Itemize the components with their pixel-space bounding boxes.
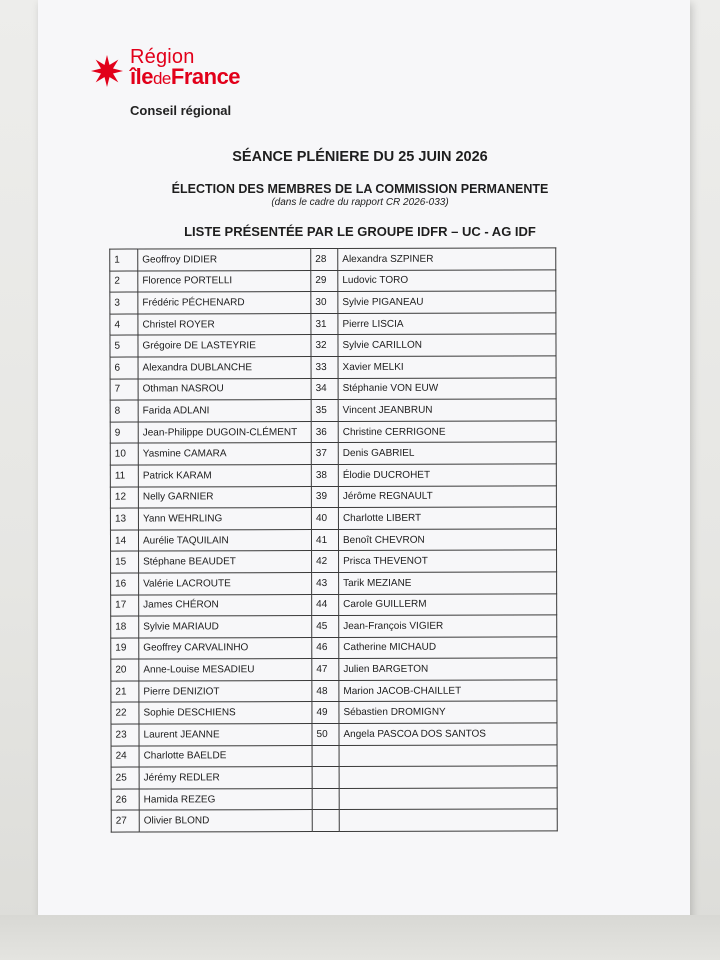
member-name: Anne-Louise MESADIEU (139, 659, 312, 681)
member-number: 11 (110, 465, 138, 487)
member-name (339, 788, 557, 810)
member-name: Stéphanie VON EUW (338, 377, 556, 399)
session-title: SÉANCE PLÉNIERE DU 25 JUIN 2026 (232, 149, 488, 165)
logo-de: de (152, 69, 171, 88)
member-name: Pierre LISCIA (338, 313, 556, 335)
member-number: 28 (311, 248, 338, 270)
member-name: Geoffroy DIDIER (138, 249, 311, 271)
member-number: 2 (110, 271, 138, 293)
member-number: 49 (312, 702, 339, 724)
election-title: ÉLECTION DES MEMBRES DE LA COMMISSION PERMANENTE (171, 182, 549, 196)
member-name: Stéphane BEAUDET (139, 551, 312, 573)
member-number: 35 (311, 400, 338, 422)
member-name: Jérémy REDLER (139, 767, 312, 789)
member-name: James CHÉRON (139, 594, 312, 616)
member-name: Tarik MEZIANE (339, 572, 557, 594)
member-name: Geoffrey CARVALINHO (139, 637, 312, 659)
member-number: 30 (311, 292, 338, 314)
member-number: 12 (110, 487, 138, 509)
report-note: (dans le cadre du rapport CR 2026-033) (271, 197, 449, 208)
member-number: 8 (110, 400, 138, 422)
table-row (111, 723, 557, 746)
table-row (110, 377, 556, 400)
member-name: Aurélie TAQUILAIN (138, 529, 311, 551)
member-name: Julien BARGETON (339, 658, 557, 680)
member-number: 13 (110, 508, 138, 530)
member-name: Prisca THEVENOT (339, 550, 557, 572)
member-name: Marion JACOB-CHAILLET (339, 680, 557, 702)
member-name: Frédéric PÉCHENARD (138, 292, 311, 314)
member-name: Sylvie CARILLON (338, 334, 556, 356)
table-row (111, 745, 557, 768)
logo-ile: île (130, 64, 153, 89)
table-row (110, 291, 556, 314)
member-name: Sophie DESCHIENS (139, 702, 312, 724)
member-number: 42 (312, 551, 339, 573)
member-number (312, 788, 339, 810)
member-name: Olivier BLOND (139, 810, 312, 832)
member-number: 4 (110, 314, 138, 336)
member-number: 43 (312, 572, 339, 594)
member-name: Ludovic TORO (338, 270, 556, 292)
member-number: 50 (312, 724, 339, 746)
member-name: Nelly GARNIER (138, 486, 311, 508)
member-number: 38 (311, 464, 338, 486)
table-row (110, 334, 556, 357)
member-name: Laurent JEANNE (139, 724, 312, 746)
table-row (111, 701, 557, 724)
member-name: Farida ADLANI (138, 400, 311, 422)
member-name: Sylvie MARIAUD (139, 616, 312, 638)
table-row (111, 572, 557, 595)
member-name: Angela PASCOA DOS SANTOS (339, 723, 557, 745)
member-number (312, 745, 339, 767)
table-row (110, 270, 556, 293)
member-number: 34 (311, 378, 338, 400)
member-name: Denis GABRIEL (338, 442, 556, 464)
table-row (110, 248, 556, 271)
member-name: Alexandra DUBLANCHE (138, 357, 311, 379)
member-name: Hamida REZEG (139, 788, 312, 810)
member-name: Sylvie PIGANEAU (338, 291, 556, 313)
table-row (110, 529, 556, 552)
member-number: 37 (311, 443, 338, 465)
member-number: 18 (111, 616, 139, 638)
member-number: 23 (111, 724, 139, 746)
member-name: Jérôme REGNAULT (338, 485, 556, 507)
member-number: 19 (111, 638, 139, 660)
member-number: 41 (311, 529, 338, 551)
table-row (111, 766, 557, 789)
table-row (110, 421, 556, 444)
member-number: 40 (311, 508, 338, 530)
member-number: 24 (111, 746, 139, 768)
member-name: Yasmine CAMARA (138, 443, 311, 465)
region-logo (90, 44, 290, 94)
member-name: Alexandra SZPINER (338, 248, 556, 270)
member-number: 17 (111, 595, 139, 617)
table-row (110, 442, 556, 465)
member-number (312, 810, 339, 832)
member-number: 46 (312, 637, 339, 659)
member-name: Patrick KARAM (138, 464, 311, 486)
member-number: 9 (110, 422, 138, 444)
logo-france: France (170, 64, 241, 89)
member-name: Florence PORTELLI (138, 270, 311, 292)
member-name: Charlotte LIBERT (338, 507, 556, 529)
table-row (111, 809, 557, 832)
member-name: Grégoire DE LASTEYRIE (138, 335, 311, 357)
member-number: 26 (111, 789, 139, 811)
table-row (110, 356, 556, 379)
member-name: Benoît CHEVRON (338, 529, 556, 551)
member-name: Catherine MICHAUD (339, 637, 557, 659)
member-name: Christel ROYER (138, 313, 311, 335)
council-subtitle: Conseil régional (130, 103, 232, 118)
member-number: 1 (110, 249, 138, 271)
table-row (111, 658, 557, 681)
member-number: 15 (111, 551, 139, 573)
member-name: Valérie LACROUTE (139, 572, 312, 594)
member-number: 25 (111, 767, 139, 789)
table-row (110, 485, 556, 508)
member-number: 44 (312, 594, 339, 616)
member-name: Sébastien DROMIGNY (339, 701, 557, 723)
table-row (110, 313, 556, 336)
table-row (111, 637, 557, 660)
member-name: Xavier MELKI (338, 356, 556, 378)
member-number: 10 (110, 443, 138, 465)
member-number: 29 (311, 270, 338, 292)
member-name: Charlotte BAELDE (139, 745, 312, 767)
member-number: 33 (311, 356, 338, 378)
member-number: 39 (311, 486, 338, 508)
member-number: 27 (111, 810, 139, 832)
member-number: 32 (311, 335, 338, 357)
member-number: 3 (110, 292, 138, 314)
member-number: 45 (312, 616, 339, 638)
members-table (109, 247, 558, 832)
table-row (111, 615, 557, 638)
member-name: Vincent JEANBRUN (338, 399, 556, 421)
member-number: 31 (311, 313, 338, 335)
member-number: 47 (312, 659, 339, 681)
member-number: 36 (311, 421, 338, 443)
member-name (339, 809, 557, 831)
member-number: 14 (110, 530, 138, 552)
star-icon (90, 54, 124, 88)
member-number (312, 767, 339, 789)
table-row (110, 399, 556, 422)
table-row (111, 550, 557, 573)
table-row (111, 788, 557, 811)
member-number: 21 (111, 681, 139, 703)
member-number: 6 (110, 357, 138, 379)
table-row (110, 507, 556, 530)
member-name: Jean-François VIGIER (339, 615, 557, 637)
member-name: Jean-Philippe DUGOIN-CLÉMENT (138, 421, 311, 443)
list-title: LISTE PRÉSENTÉE PAR LE GROUPE IDFR – UC - AG IDF (184, 224, 536, 239)
table-surface (0, 915, 720, 960)
member-number: 16 (111, 573, 139, 595)
member-name (339, 745, 557, 767)
logo-line1: Région (130, 46, 195, 68)
member-name: Yann WEHRLING (138, 508, 311, 530)
member-number: 22 (111, 702, 139, 724)
member-number: 48 (312, 680, 339, 702)
member-number: 5 (110, 335, 138, 357)
member-name: Pierre DENIZIOT (139, 680, 312, 702)
member-number: 7 (110, 379, 138, 401)
table-row (110, 464, 556, 487)
member-name: Élodie DUCROHET (338, 464, 556, 486)
member-name: Othman NASROU (138, 378, 311, 400)
logo-line2 (130, 64, 240, 90)
member-name: Carole GUILLERM (339, 593, 557, 615)
member-name (339, 766, 557, 788)
table-row (111, 680, 557, 703)
table-row (111, 593, 557, 616)
member-name: Christine CERRIGONE (338, 421, 556, 443)
member-number: 20 (111, 659, 139, 681)
